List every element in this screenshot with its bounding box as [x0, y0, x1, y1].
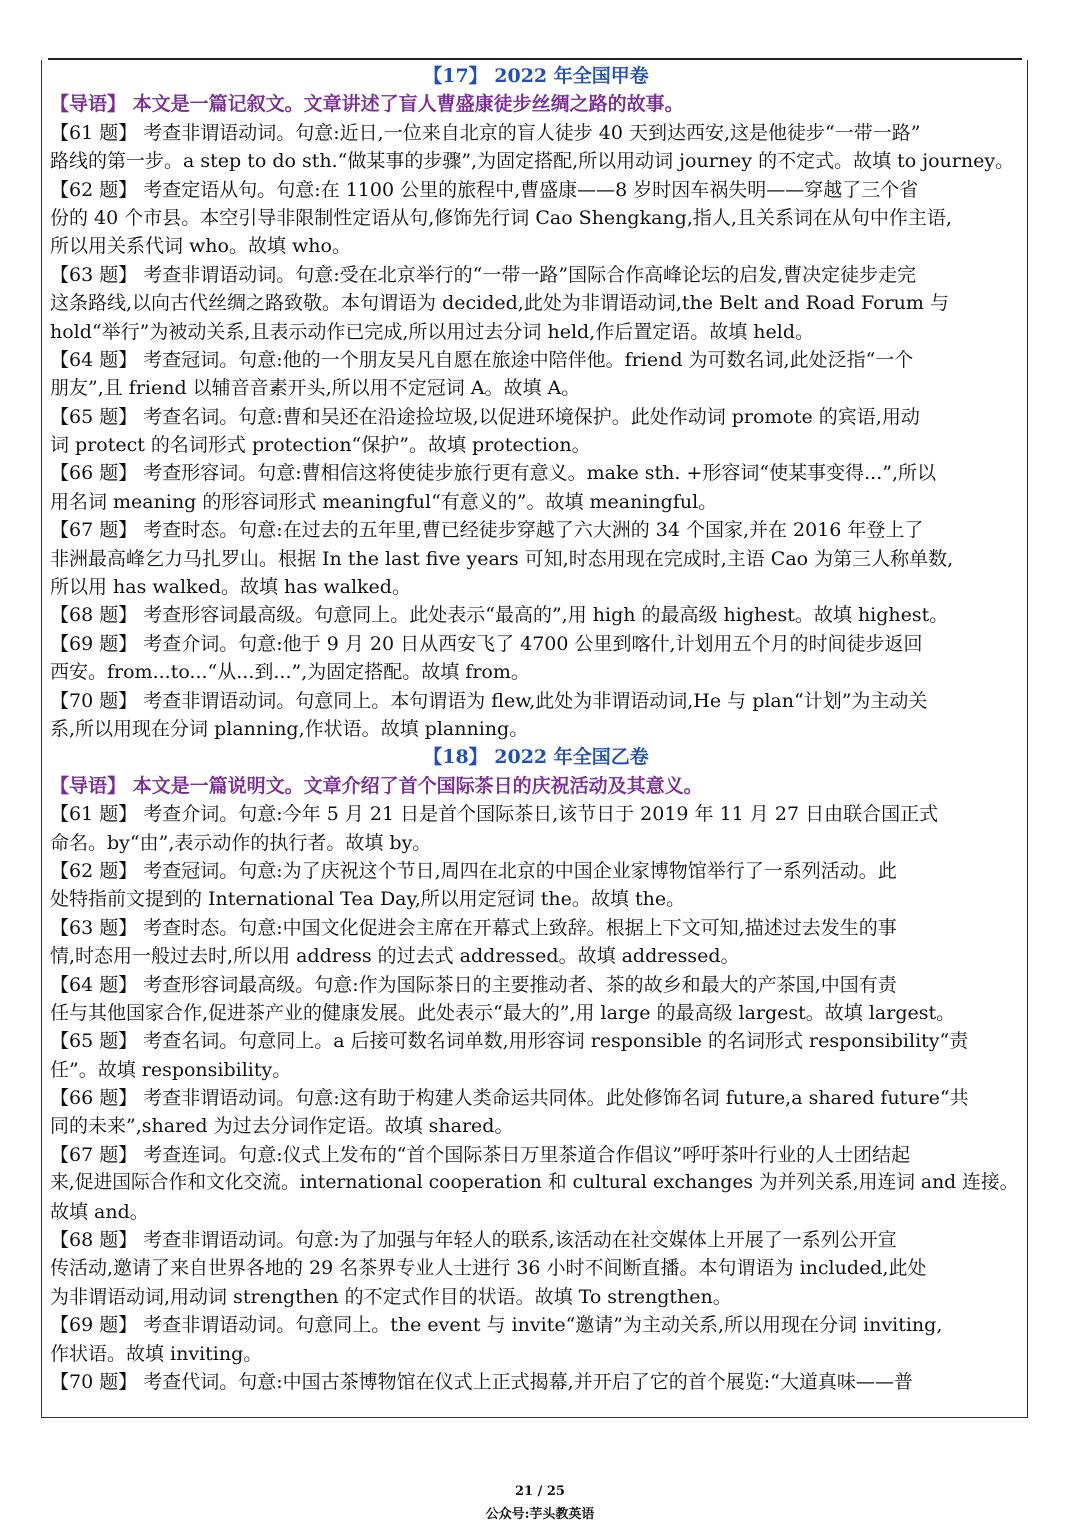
document-body	[50, 62, 1022, 1396]
text-line: 作状语。故填 inviting。	[50, 1342, 263, 1365]
text-line: 词 protect 的名词形式 protection“保护”。故填 protection。	[50, 434, 591, 457]
text-line: 同的未来”,shared 为过去分词作定语。故填 shared。	[50, 1115, 514, 1138]
text-line: 用名词 meaning 的形容词形式 meaningful“有意义的”。故填 meaningful。	[50, 490, 718, 513]
text-line: 命名。by“由”,表示动作的执行者。故填 by。	[50, 831, 432, 854]
intro-line: 【导语】 本文是一篇记叙文。文章讲述了盲人曹盛康徒步丝绸之路的故事。	[50, 93, 684, 116]
text-line: hold“举行”为被动关系,且表示动作已完成,所以用过去分词 held,作后置定语。故填 held。	[50, 320, 814, 343]
text-line: 【62 题】 考查冠词。句意:为了庆祝这个节日,周四在北京的中国企业家博物馆举行了一系列活动。此	[50, 859, 897, 882]
text-line: 来,促进国际合作和文化交流。international cooperation 和 cultural exchanges 为并列关系,用连词 and 连接。	[50, 1172, 1019, 1194]
text-line: 【67 题】 考查时态。句意:在过去的五年里,曹已经徒步穿越了六大洲的 34 个国家,并在 2016 年登上了	[50, 519, 924, 542]
text-line: 系,所以用现在分词 planning,作状语。故填 planning。	[50, 717, 529, 740]
intro-line: 【导语】 本文是一篇说明文。文章介绍了首个国际茶日的庆祝活动及其意义。	[50, 774, 703, 797]
text-line: 故填 and。	[50, 1200, 149, 1223]
text-line: 非洲最高峰乞力马扎罗山。根据 In the last five years 可知,时态用现在完成时,主语 Cao 为第三人称单数,	[50, 547, 954, 570]
text-line: 份的 40 个市县。本空引导非限制性定语从句,修饰先行词 Cao Shengkang,指人,且关系词在从句中作主语,	[50, 206, 952, 229]
text-line: 传活动,邀请了来自世界各地的 29 名茶界专业人士进行 36 小时不间断直播。本句谓语为 included,此处	[50, 1257, 927, 1280]
text-line: 【67 题】 考查连词。句意:仪式上发布的“首个国际茶日万里茶道合作倡议”呼吁茶叶行业的人士团结起	[50, 1143, 911, 1166]
text-line: 【70 题】 考查非谓语动词。句意同上。本句谓语为 flew,此处为非谓语动词,He 与 plan“计划”为主动关	[50, 689, 928, 712]
text-line: 朋友”,且 friend 以辅音音素开头,所以用不定冠词 A。故填 A。	[50, 377, 581, 400]
text-line: 【68 题】 考查非谓语动词。句意:为了加强与年轻人的联系,该活动在社交媒体上开展了一系列公开宣	[50, 1229, 897, 1252]
text-line: 【61 题】 考查介词。句意:今年 5 月 21 日是首个国际茶日,该节日于 2019 年 11 月 27 日由联合国正式	[50, 803, 939, 826]
text-line: 【65 题】 考查名词。句意:曹和吴还在沿途捡垃圾,以促进环境保护。此处作动词 promote 的宾语,用动	[50, 405, 920, 428]
page-number: 21 / 25	[515, 1484, 565, 1499]
text-line: 【70 题】 考查代词。句意:中国古茶博物馆在仪式上正式揭幕,并开启了它的首个展览:“大道真味——普	[50, 1370, 913, 1393]
text-line: 【62 题】 考查定语从句。句意:在 1100 公里的旅程中,曹盛康——8 岁时因车祸失明——穿越了三个省	[50, 178, 919, 201]
text-line: 【66 题】 考查形容词。句意:曹相信这将使徒步旅行更有意义。make sth. +形容词“使某事变得...”,所以	[50, 462, 937, 485]
text-line: 这条路线,以向古代丝绸之路致敬。本句谓语为 decided,此处为非谓语动词,the Belt and Road Forum 与	[50, 292, 949, 315]
text-line: 【69 题】 考查介词。句意:他于 9 月 20 日从西安飞了 4700 公里到喀什,计划用五个月的时间徒步返回	[50, 632, 923, 655]
section-heading: 【18】 2022 年全国乙卷	[423, 746, 649, 769]
text-line: 所以用关系代词 who。故填 who。	[50, 235, 351, 258]
text-line: 【68 题】 考查形容词最高级。句意同上。此处表示“最高的”,用 high 的最高级 highest。故填 highest。	[50, 604, 949, 627]
text-line: 所以用 has walked。故填 has walked。	[50, 576, 411, 599]
text-line: 任”。故填 responsibility。	[50, 1058, 292, 1081]
text-line: 【63 题】 考查非谓语动词。句意:受在北京举行的“一带一路”国际合作高峰论坛的启发,曹决定徒步走完	[50, 263, 917, 286]
text-line: 【64 题】 考查形容词最高级。句意:作为国际茶日的主要推动者、茶的故乡和最大的产茶国,中国有责	[50, 973, 897, 996]
text-line: 处特指前文提到的 International Tea Day,所以用定冠词 the。故填 the。	[50, 888, 686, 911]
section-heading: 【17】 2022 年全国甲卷	[423, 65, 649, 87]
text-line: 【61 题】 考查非谓语动词。句意:近日,一位来自北京的盲人徒步 40 天到达西安,这是他徒步“一带一路”	[50, 121, 921, 144]
text-line: 为非谓语动词,用动词 strengthen 的不定式作目的状语。故填 To strengthen。	[50, 1285, 732, 1308]
text-line: 路线的第一步。a step to do sth.“做某事的步骤”,为固定搭配,所以用动词 journey 的不定式。故填 to journey。	[50, 150, 1015, 173]
text-line: 任与其他国家合作,促进茶产业的健康发展。此处表示“最大的”,用 large 的最高级 largest。故填 largest。	[50, 1001, 956, 1024]
text-line: 情,时态用一般过去时,所以用 address 的过去式 addressed。故填 addressed。	[50, 945, 740, 968]
footer-brand: 公众号:芋头教英语	[485, 1507, 595, 1522]
text-line: 【69 题】 考查非谓语动词。句意同上。the event 与 invite“邀请”为主动关系,所以用现在分词 inviting,	[50, 1314, 943, 1337]
text-line: 西安。from...to...“从...到...”,为固定搭配。故填 from。	[50, 661, 530, 684]
text-line: 【64 题】 考查冠词。句意:他的一个朋友吴凡自愿在旅途中陪伴他。friend 为可数名词,此处泛指“一个	[50, 348, 914, 371]
text-line: 【65 题】 考查名词。句意同上。a 后接可数名词单数,用形容词 responsible 的名词形式 responsibility“责	[50, 1030, 969, 1053]
text-line: 【66 题】 考查非谓语动词。句意:这有助于构建人类命运共同体。此处修饰名词 future,a shared future“共	[50, 1087, 969, 1110]
text-line: 【63 题】 考查时态。句意:中国文化促进会主席在开幕式上致辞。根据上下文可知,描述过去发生的事	[50, 916, 897, 939]
